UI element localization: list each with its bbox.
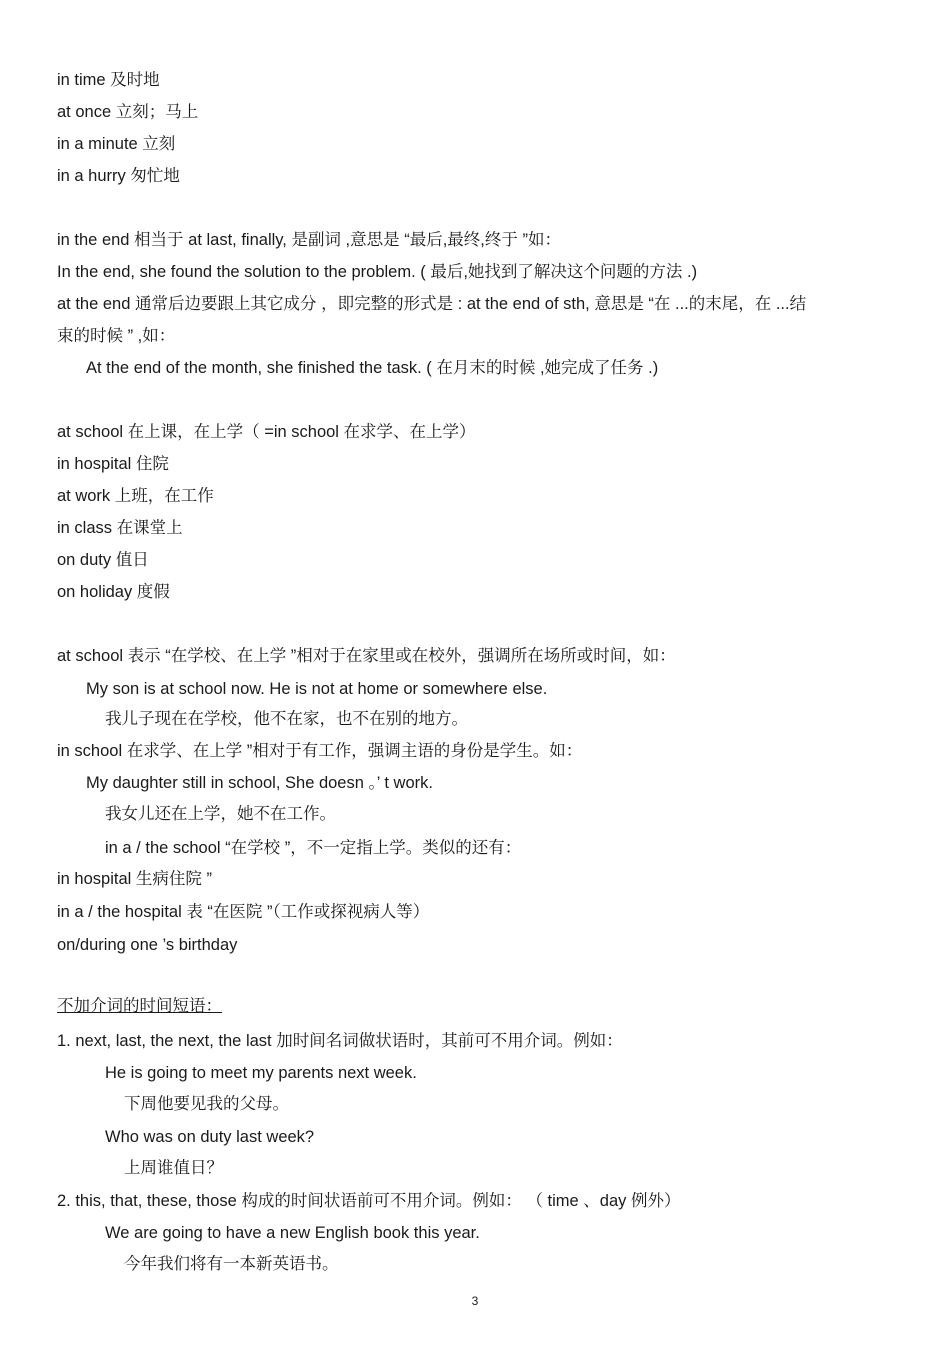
in-a-school-explanation: in a / the school “在学校 ”，不一定指上学。类似的还有： [105, 839, 522, 857]
in-school-example-translation: 我女儿还在上学，她不在工作。 [105, 805, 336, 823]
phrase-at-work: at work 上班，在工作 [57, 487, 214, 505]
phrase-at-school: at school 在上课，在上学（ =in school 在求学、在上学） [57, 423, 476, 441]
phrase-on-birthday: on/during one ’s birthday [57, 936, 238, 954]
in-the-end-definition: in the end 相当于 at last, finally, 是副词 ,意思是 “最后,最终,终于 ”如： [57, 231, 561, 249]
rule-2: 2. this, that, these, those 构成的时间状语前可不用介词。例如： （ time 、day 例外） [57, 1192, 681, 1210]
at-school-explanation: at school 表示 “在学校、在上学 ”相对于在家里或在校外，强调所在场所或时间，如： [57, 647, 676, 665]
in-a-hospital-explanation: in a / the hospital 表 “在医院 ”（工作或探视病人等） [57, 903, 430, 921]
phrase-at-once: at once 立刻；马上 [57, 103, 199, 121]
phrase-on-holiday: on holiday 度假 [57, 583, 170, 601]
rule-1: 1. next, last, the next, the last 加时间名词做状语时，其前可不用介词。例如： [57, 1032, 623, 1050]
rule-1-example-2-translation: 上周谁值日？ [124, 1159, 223, 1177]
rule-2-example: We are going to have a new English book this year. [105, 1224, 480, 1242]
at-the-end-definition: at the end 通常后边要跟上其它成分 ，即完整的形式是 : at the end of sth, 意思是 “在 ...的末尾，在 ...结 [57, 295, 807, 313]
in-school-explanation: in school 在求学、在上学 ”相对于有工作，强调主语的身份是学生。如： [57, 742, 583, 760]
rule-1-example-1: He is going to meet my parents next week. [105, 1064, 417, 1082]
in-hospital-explanation: in hospital 生病住院 ” [57, 870, 212, 888]
phrase-in-time: in time 及时地 [57, 71, 160, 89]
page-number: 3 [471, 1294, 479, 1308]
phrase-in-a-minute: in a minute 立刻 [57, 135, 176, 153]
at-school-example-translation: 我儿子现在在学校，他不在家，也不在别的地方。 [105, 710, 468, 728]
at-school-example: My son is at school now. He is not at home or somewhere else. [86, 680, 548, 698]
rule-1-example-2: Who was on duty last week? [105, 1128, 315, 1146]
phrase-in-a-hurry: in a hurry 匆忙地 [57, 167, 180, 185]
phrase-on-duty: on duty 值日 [57, 551, 149, 569]
phrase-in-hospital: in hospital 住院 [57, 455, 169, 473]
in-the-end-example: In the end, she found the solution to the problem. ( 最后,她找到了解决这个问题的方法 .) [57, 263, 698, 281]
section-heading: 不加介词的时间短语： [57, 997, 222, 1015]
rule-1-example-1-translation: 下周他要见我的父母。 [124, 1095, 289, 1113]
rule-2-example-translation: 今年我们将有一本新英语书。 [124, 1255, 339, 1273]
at-the-end-definition-cont: 束的时候 ” ,如： [57, 327, 176, 345]
at-the-end-example: At the end of the month, she finished the task. ( 在月末的时候 ,她完成了任务 .) [86, 359, 659, 377]
phrase-in-class: in class 在课堂上 [57, 519, 183, 537]
in-school-example: My daughter still in school, She doesn 。’ t work. [86, 774, 433, 792]
